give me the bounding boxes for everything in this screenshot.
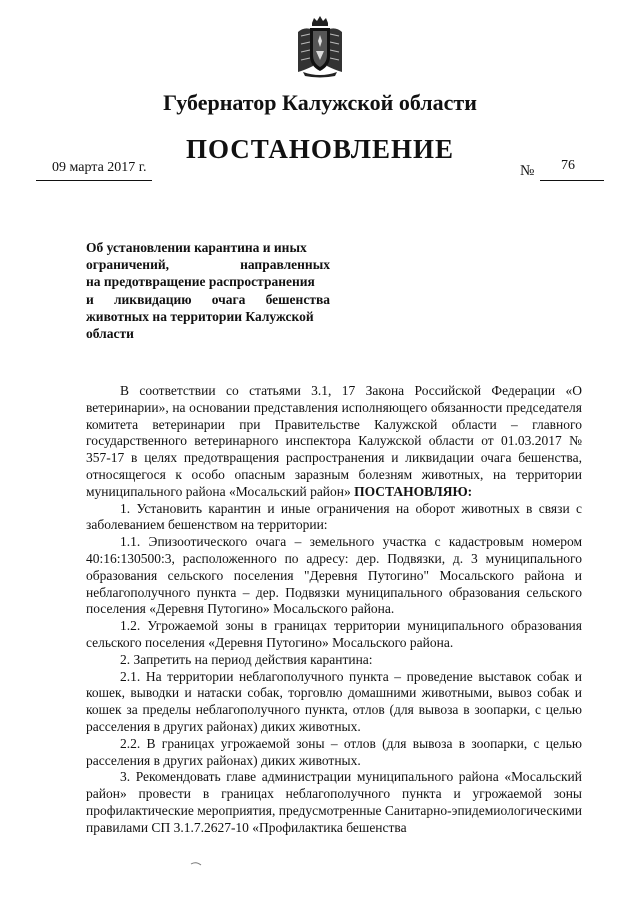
number-underline — [540, 180, 604, 181]
clause-2-1: 2.1. На территории неблагополучного пункта – проведение выставок собак и кошек, выводки и натаски собак, торговлю домашними животными, вывоз собак и кошек за пределы неблагополучного пункта, отлов (для вывоза в зоопарки, с целью расселения в других районах) диких животных. — [86, 668, 582, 734]
title-line: Об установлении карантина и иных — [86, 240, 307, 255]
document-number: 76 — [561, 158, 575, 173]
document-date: 09 марта 2017 г. — [52, 160, 147, 175]
date-underline — [36, 180, 152, 181]
resolve-word: ПОСТАНОВЛЯЮ: — [354, 483, 473, 499]
document-title — [86, 239, 330, 342]
scan-speck — [190, 855, 202, 863]
title-line: на предотвращение распространения — [86, 274, 315, 290]
clause-3: 3. Рекомендовать главе администрации муниципального района «Мосальский район» провести в границах неблагополучного пункта и угрожаемой зоны профилактические мероприятия, предусмотренные Санитарно-эпидемиологическими правилами СП 3.1.7.2627-10 «Профилактика бешенства — [86, 769, 582, 835]
preamble-paragraph — [86, 383, 582, 501]
title-line: и ликвидацию очага бешенства — [86, 291, 330, 307]
document-type-heading: ПОСТАНОВЛЕНИЕ — [185, 134, 455, 164]
number-label: № — [520, 163, 535, 179]
coat-of-arms-icon — [295, 16, 345, 78]
title-line: области — [86, 326, 134, 342]
clause-2: 2. Запретить на период действия карантина: — [120, 651, 373, 667]
clause-1-1: 1.1. Эпизоотического очага – земельного участка с кадастровым номером 40:16:130500:3, расположенного по адресу: дер. Подвязки, д. 3 муниципального образования сельского поселения "Деревня Путогино" Мосальского района и неблагополучного пункта – дер. Подвязки муниципального образования сельского поселения «Деревня Путогино» Мосальского района. — [86, 534, 582, 617]
authority-heading: Губернатор Калужской области — [163, 90, 477, 115]
title-line: ограничений, направленных — [86, 257, 330, 273]
preamble-text: В соответствии со статьями 3.1, 17 Закона Российской Федерации «О ветеринарии», на основании представления исполняющего обязанности председателя комитета ветеринарии при Правительстве Калужской области – главного государственного ветеринарного инспектора Калужской области от 01.03.2017 № 357-17 в целях предотвращения распространения и ликвидации очага бешенства, относящегося к особо опасным заразным болезням животных, на территории муниципального района «Мосальский район» — [86, 383, 582, 499]
title-line: животных на территории Калужской — [86, 308, 314, 324]
clause-2-2: 2.2. В границах угрожаемой зоны – отлов (для вывоза в зоопарки, с целью расселения в других районах) диких животных. — [86, 735, 582, 768]
document-body — [86, 383, 582, 837]
clause-1: 1. Установить карантин и иные ограничения на оборот животных в связи с заболеванием бешенством на территории: — [86, 500, 582, 533]
clause-1-2: 1.2. Угрожаемой зоны в границах территории муниципального образования сельского поселения «Деревня Путогино» Мосальского района. — [86, 618, 582, 650]
